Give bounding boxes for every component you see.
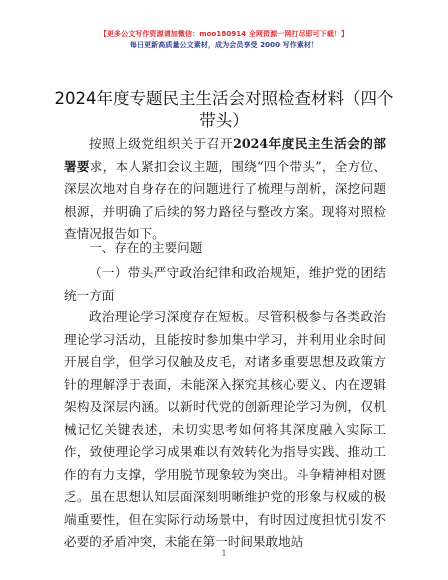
intro-prefix: 按照上级党组织关于召开 [89, 136, 234, 151]
promo-banner-line1: 【更多公文写作资源请加微信：moo180914 全网资源一网打尽即可下载！】 [99, 30, 349, 38]
section-heading: 一、存在的主要问题 [89, 240, 203, 255]
intro-paragraph [64, 133, 386, 246]
promo-banner-line2: 每日更新高质量公文素材，成为会员享受 2000 写作素材！ [129, 41, 319, 49]
document-title: 2024年度专题民主生活会对照检查材料（四个带头） [54, 89, 394, 130]
intro-rest: 求，本人紧扣会议主题，围绕“四个带头”，全方位、深层次地对自身存在的问题进行了梳理与剖析，深挖问题根源，并明确了后续的努力路径与整改方案。现将对照检查情况报告如下。 [64, 158, 386, 241]
intro-bold-text: 2024年度民主生活会的部署要 [64, 136, 387, 174]
body-paragraph: 政治理论学习深度存在短板。尽管积极参与各类政治理论学习活动，且能按时参加集中学习，并利用业余时间开展自学，但学习仅触及皮毛，对诸多重要思想及政策方针的理解浮于表面，未能深入探究其核心要义、内在逻辑架构及深层内涵。以新时代党的创新理论学习为例，仅机械记忆关键表述，未切实思考如何将其深度融入实际工作，致使理论学习成果难以有效转化为指导实践、推动工作的有力支撑，学用脱节现象较为突出。斗争精神相对匮乏。虽在思想认知层面深刻明晰维护党的形象与权威的极端重要性，但在实际行动场景中，有时因过度担忧引发不必要的矛盾冲突，未能在第一时间果敢地站 [64, 309, 386, 549]
page-number: 1 [221, 549, 227, 558]
subsection-heading: （一）带头严守政治纪律和政治规矩，维护党的团结统一方面 [64, 265, 386, 303]
